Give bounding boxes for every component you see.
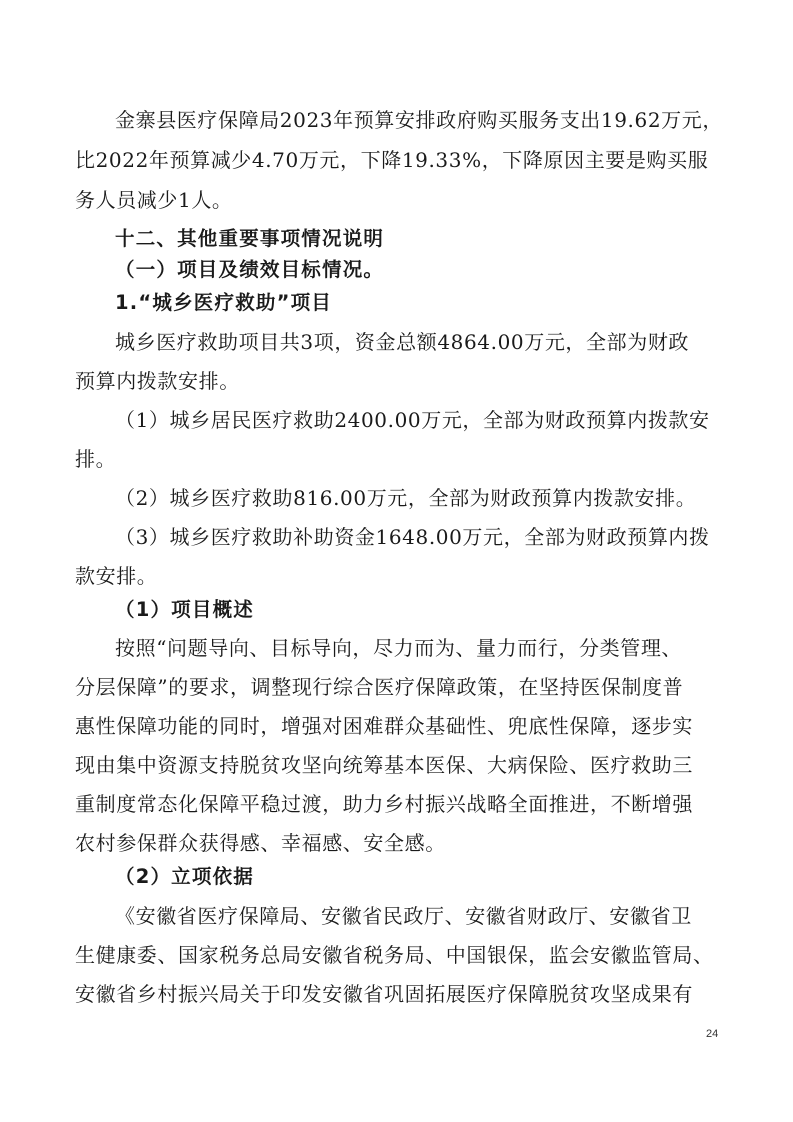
- page-number: 24: [706, 1028, 719, 1040]
- item-heading: 1.“城乡医疗救助”项目: [115, 291, 333, 314]
- body-text-line: 金寨县医疗保障局2023年预算安排政府购买服务支出19.62万元，: [115, 108, 723, 132]
- section-heading: 十二、其他重要事项情况说明: [115, 227, 385, 250]
- subitem-heading: （1）项目概述: [115, 598, 254, 621]
- body-text-line: （1）城乡居民医疗救助2400.00万元，全部为财政预算内拨款安: [115, 408, 710, 432]
- body-text-line: 务人员减少1人。: [75, 188, 233, 212]
- body-text-line: 生健康委、国家税务总局安徽省税务局、中国银保，监会安徽监管局、: [75, 943, 714, 967]
- body-text-line: 惠性保障功能的同时，增强对困难群众基础性、兜底性保障，逐步实: [75, 714, 693, 738]
- body-text-line: 《安徽省医疗保障局、安徽省民政厅、安徽省财政厅、安徽省卫: [115, 904, 692, 928]
- subitem-heading: （2）立项依据: [115, 865, 254, 888]
- body-text-line: （3）城乡医疗救助补助资金1648.00万元，全部为财政预算内拨: [115, 525, 710, 549]
- body-text-line: 预算内拨款安排。: [75, 369, 240, 393]
- subsection-heading: （一）项目及绩效目标情况。: [115, 258, 385, 281]
- body-text-line: 现由集中资源支持脱贫攻坚向统筹基本医保、大病保险、医疗救助三: [75, 753, 693, 777]
- body-text-line: 按照“问题导向、目标导向，尽力而为、量力而行，分类管理、: [115, 636, 683, 660]
- body-text-line: 比2022年预算减少4.70万元，下降19.33%，下降原因主要是购买服: [75, 148, 709, 172]
- body-text-line: 分层保障”的要求，调整现行综合医疗保障政策，在坚持医保制度普: [75, 675, 684, 699]
- body-text-line: 排。: [75, 447, 117, 471]
- body-text-line: 重制度常态化保障平稳过渡，助力乡村振兴战略全面推进，不断增强: [75, 792, 693, 816]
- body-text-line: 款安排。: [75, 564, 158, 588]
- body-text-line: 农村参保群众获得感、幸福感、安全感。: [75, 831, 446, 855]
- body-text-line: （2）城乡医疗救助816.00万元，全部为财政预算内拨款安排。: [115, 486, 697, 510]
- body-text-line: 安徽省乡村振兴局关于印发安徽省巩固拓展医疗保障脱贫攻坚成果有: [75, 982, 693, 1006]
- body-text-line: 城乡医疗救助项目共3项，资金总额4864.00万元，全部为财政: [115, 330, 690, 354]
